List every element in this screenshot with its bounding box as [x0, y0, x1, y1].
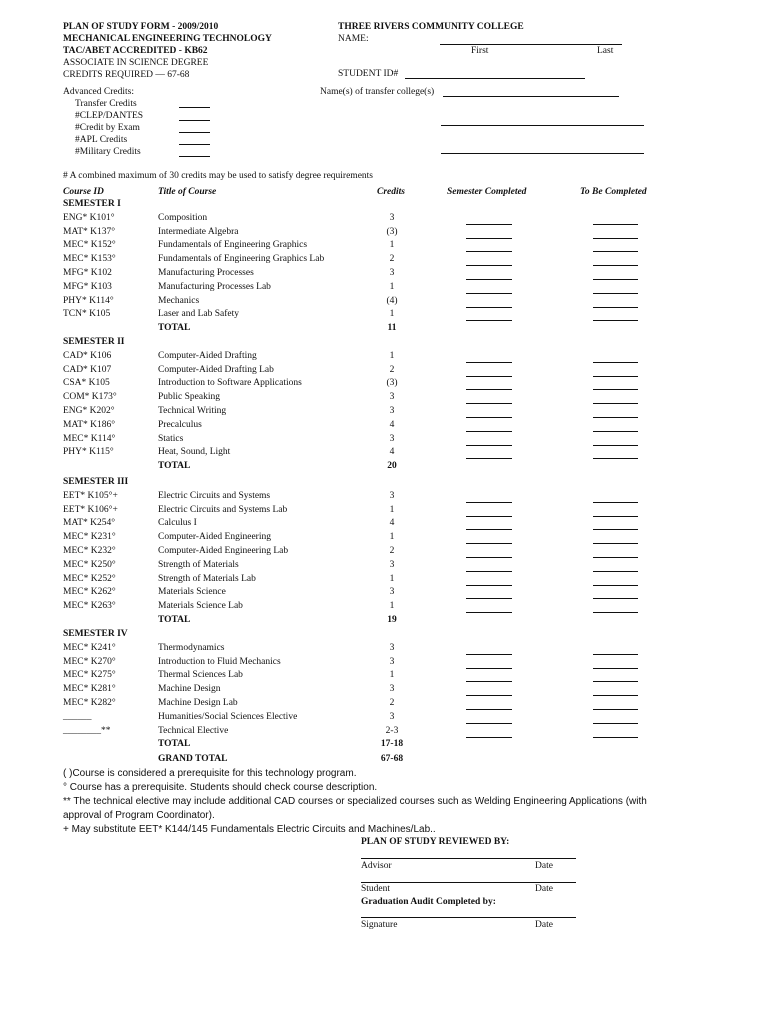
credit-by-exam-label: #Credit by Exam [75, 123, 140, 133]
to-be-completed-field[interactable] [593, 535, 638, 544]
course-credits: 1 [389, 281, 395, 292]
course-id: MEC* K241° [63, 642, 116, 653]
to-be-completed-field[interactable] [593, 521, 638, 530]
col-semester-completed: Semester Completed [447, 187, 527, 197]
advanced-credits-title: Advanced Credits: [63, 87, 134, 97]
semester-completed-field[interactable] [466, 312, 512, 321]
course-row [0, 254, 770, 267]
course-id: MEC* K262° [63, 587, 116, 598]
to-be-completed-field[interactable] [593, 395, 638, 404]
course-row [0, 227, 770, 240]
course-id: ______ [63, 711, 92, 722]
course-title: Electric Circuits and Systems [158, 490, 271, 501]
semester-completed-field[interactable] [466, 395, 512, 404]
course-row [0, 587, 770, 600]
to-be-completed-field[interactable] [593, 715, 638, 724]
course-title: Computer-Aided Drafting [158, 350, 257, 361]
course-row [0, 698, 770, 711]
to-be-completed-field[interactable] [593, 508, 638, 517]
name-label: NAME: [338, 34, 369, 44]
course-row [0, 240, 770, 253]
form-title: PLAN OF STUDY FORM - 2009/2010 [63, 22, 219, 32]
semester-completed-field[interactable] [466, 271, 512, 280]
course-id: PHY* K115° [63, 447, 114, 458]
semester-completed-field[interactable] [466, 660, 512, 669]
course-id: MAT* K254° [63, 518, 116, 529]
course-title: Materials Science Lab [158, 601, 243, 612]
course-credits: 3 [389, 406, 395, 416]
course-row [0, 392, 770, 405]
semester-completed-field[interactable] [466, 715, 512, 724]
course-id: MEC* K281° [63, 684, 116, 695]
course-credits: (4) [386, 295, 398, 306]
course-title: Strength of Materials Lab [158, 573, 256, 584]
semester-title: SEMESTER III [63, 477, 129, 487]
student-label: Student [361, 884, 391, 894]
course-credits: 3 [389, 711, 395, 722]
course-credits: 3 [389, 433, 395, 444]
name-field[interactable] [440, 36, 622, 45]
course-id: EET* K105°+ [63, 490, 118, 501]
advisor-signature-line[interactable] [361, 857, 576, 859]
course-id: MEC* K263° [63, 601, 116, 612]
student-id-label: STUDENT ID# [338, 69, 399, 79]
to-be-completed-field[interactable] [593, 257, 638, 266]
course-id: MEC* K270° [63, 656, 116, 667]
course-title: Thermal Sciences Lab [158, 670, 243, 681]
course-credits: (3) [386, 378, 398, 389]
to-be-completed-field[interactable] [593, 590, 638, 599]
course-credits: 1 [389, 573, 395, 584]
course-title: Electric Circuits and Systems Lab [158, 504, 288, 515]
college-name: THREE RIVERS COMMUNITY COLLEGE [338, 22, 524, 32]
course-row [0, 447, 770, 460]
course-row [0, 684, 770, 697]
course-id: CSA* K105 [63, 378, 110, 389]
course-id: CAD* K106 [63, 350, 112, 361]
to-be-completed-field[interactable] [593, 299, 638, 308]
course-credits: 3 [389, 392, 395, 403]
course-row [0, 560, 770, 573]
course-title: Thermodynamics [158, 642, 225, 653]
to-be-completed-field[interactable] [593, 368, 638, 377]
course-title: Machine Design [158, 684, 221, 695]
semester-completed-field[interactable] [466, 354, 512, 363]
semester-completed-field[interactable] [466, 381, 512, 390]
note-course-prerequisite: ° Course has a prerequisite. Students should check course description. [63, 782, 378, 793]
course-id: CAD* K107 [63, 364, 112, 375]
course-title: Introduction to Software Applications [158, 378, 302, 389]
to-be-completed-field[interactable] [593, 646, 638, 655]
to-be-completed-field[interactable] [593, 494, 638, 503]
course-title: Introduction to Fluid Mechanics [158, 656, 281, 667]
course-row [0, 434, 770, 447]
note-substitution: + May substitute EET* K144/145 Fundamentals Electric Circuits and Machines/Lab.. [63, 824, 436, 835]
audit-signature-line[interactable] [361, 916, 576, 918]
semester-total-label: TOTAL [158, 615, 191, 625]
course-row [0, 546, 770, 559]
to-be-completed-field[interactable] [593, 423, 638, 432]
course-row [0, 491, 770, 504]
apl-credits-field[interactable] [179, 136, 210, 145]
course-id: MEC* K250° [63, 559, 116, 570]
transfer-credits-field[interactable] [179, 99, 210, 108]
course-title: Intermediate Algebra [158, 226, 239, 237]
course-credits: 2-3 [385, 725, 399, 736]
note-technical-elective: ** The technical elective may include additional CAD courses or specialized courses such as Welding Engineering Applications (with [63, 796, 647, 807]
course-row [0, 505, 770, 518]
semester-completed-field[interactable] [466, 216, 512, 225]
credits-required: CREDITS REQUIRED — 67-68 [63, 70, 190, 80]
to-be-completed-field[interactable] [593, 660, 638, 669]
semester-title: SEMESTER IV [63, 629, 128, 639]
course-credits: 1 [389, 504, 395, 515]
course-row [0, 309, 770, 322]
semester-total-row [0, 739, 770, 752]
course-title: Machine Design Lab [158, 698, 238, 708]
course-title: Composition [158, 212, 208, 223]
semester-completed-field[interactable] [466, 701, 512, 710]
student-id-field[interactable] [405, 70, 585, 79]
course-id: MAT* K186° [63, 419, 116, 430]
transfer-credits-label: Transfer Credits [75, 99, 137, 109]
program-name: MECHANICAL ENGINEERING TECHNOLOGY [63, 34, 272, 44]
note-technical-elective-cont: approval of Program Coordinator). [63, 810, 215, 821]
signature-date-label: Date [535, 920, 553, 930]
signature-label: Signature [361, 920, 398, 930]
semester-completed-field[interactable] [466, 285, 512, 294]
semester-completed-field[interactable] [466, 590, 512, 599]
to-be-completed-field[interactable] [593, 271, 638, 280]
course-credits: 3 [389, 642, 395, 653]
course-id: PHY* K114° [63, 295, 114, 306]
semester-completed-field[interactable] [466, 243, 512, 252]
course-credits: 2 [389, 254, 395, 265]
to-be-completed-field[interactable] [593, 577, 638, 586]
student-signature-line[interactable] [361, 881, 576, 883]
course-credits: 2 [389, 698, 395, 708]
course-credits: 4 [389, 518, 395, 529]
course-credits: 3 [389, 656, 395, 667]
col-course-id: Course ID [63, 187, 104, 197]
transfer-college-label: Name(s) of transfer college(s) [320, 87, 435, 97]
course-row [0, 670, 770, 683]
semester-total-value: 20 [387, 461, 397, 472]
course-id: TCN* K105 [63, 309, 111, 320]
course-row [0, 657, 770, 670]
semester-completed-field[interactable] [466, 494, 512, 503]
course-title: Fundamentals of Engineering Graphics Lab [158, 254, 325, 265]
to-be-completed-field[interactable] [593, 604, 638, 613]
course-credits: 3 [389, 490, 395, 501]
course-row [0, 296, 770, 309]
course-credits: 3 [389, 587, 395, 598]
course-id: ENG* K202° [63, 406, 115, 416]
course-credits: 2 [389, 546, 395, 556]
to-be-completed-field[interactable] [593, 243, 638, 252]
course-row [0, 365, 770, 378]
course-id: COM* K173° [63, 392, 117, 403]
course-id: MAT* K137° [63, 226, 116, 237]
course-title: Technical Writing [158, 406, 227, 416]
semester-completed-field[interactable] [466, 563, 512, 572]
course-row [0, 378, 770, 391]
semester-completed-field[interactable] [466, 230, 512, 239]
course-title: Computer-Aided Drafting Lab [158, 364, 274, 375]
course-id: MFG* K102 [63, 268, 112, 278]
course-title: Public Speaking [158, 392, 221, 403]
to-be-completed-field[interactable] [593, 409, 638, 418]
semester-completed-field[interactable] [466, 508, 512, 517]
col-title: Title of Course [158, 187, 217, 197]
course-title: Computer-Aided Engineering [158, 532, 271, 543]
course-credits: 1 [389, 670, 395, 681]
course-row [0, 518, 770, 531]
semester-completed-field[interactable] [466, 687, 512, 696]
semester-completed-field[interactable] [466, 729, 512, 738]
clep-dantes-label: #CLEP/DANTES [75, 111, 144, 121]
course-credits: 3 [389, 268, 395, 278]
semester-total-row [0, 461, 770, 474]
advisor-label: Advisor [361, 861, 392, 871]
accreditation: TAC/ABET ACCREDITED - KB62 [63, 46, 208, 56]
semester-completed-field[interactable] [466, 577, 512, 586]
to-be-completed-field[interactable] [593, 687, 638, 696]
audit-title: Graduation Audit Completed by: [361, 897, 496, 907]
course-row [0, 726, 770, 739]
student-date-label: Date [535, 884, 553, 894]
course-title: Strength of Materials [158, 559, 239, 570]
semester-completed-field[interactable] [466, 521, 512, 530]
semester-total-value: 19 [387, 615, 397, 625]
semester-completed-field[interactable] [466, 409, 512, 418]
semester-completed-field[interactable] [466, 535, 512, 544]
course-credits: 1 [389, 601, 395, 612]
semester-completed-field[interactable] [466, 368, 512, 377]
course-credits: 4 [389, 447, 395, 458]
course-credits: 1 [389, 532, 395, 543]
semester-completed-field[interactable] [466, 423, 512, 432]
semester-total-label: TOTAL [158, 461, 191, 472]
semester-total-label: TOTAL [158, 323, 191, 334]
semester-title: SEMESTER I [63, 199, 121, 209]
course-credits: (3) [386, 226, 398, 237]
course-row [0, 213, 770, 226]
course-id: ________** [63, 725, 111, 736]
note-prerequisite-program: ( )Course is considered a prerequisite for this technology program. [63, 768, 357, 779]
course-row [0, 574, 770, 587]
apl-credits-label: #APL Credits [75, 135, 128, 145]
semester-completed-field[interactable] [466, 450, 512, 459]
semester-completed-field[interactable] [466, 646, 512, 655]
course-title: Technical Elective [158, 725, 229, 736]
course-row [0, 282, 770, 295]
to-be-completed-field[interactable] [593, 354, 638, 363]
course-title: Calculus I [158, 518, 197, 529]
transfer-college-field-2[interactable] [441, 117, 644, 126]
course-id: MEC* K114° [63, 433, 116, 444]
course-id: MEC* K232° [63, 546, 116, 556]
course-id: MEC* K153° [63, 254, 116, 265]
to-be-completed-field[interactable] [593, 437, 638, 446]
course-title: Precalculus [158, 419, 202, 430]
course-credits: 1 [389, 240, 395, 251]
semester-title: SEMESTER II [63, 337, 125, 347]
semester-total-row [0, 323, 770, 336]
course-title: Statics [158, 433, 184, 444]
course-title: Manufacturing Processes [158, 268, 254, 278]
course-title: Mechanics [158, 295, 200, 306]
course-credits: 3 [389, 212, 395, 223]
course-title: Computer-Aided Engineering Lab [158, 546, 289, 556]
clep-dantes-field[interactable] [179, 112, 210, 121]
degree-type: ASSOCIATE IN SCIENCE DEGREE [63, 58, 209, 68]
semester-completed-field[interactable] [466, 549, 512, 558]
to-be-completed-field[interactable] [593, 230, 638, 239]
semester-completed-field[interactable] [466, 437, 512, 446]
grand-total-label: GRAND TOTAL [158, 754, 228, 764]
course-id: MEC* K152° [63, 240, 116, 251]
credit-by-exam-field[interactable] [179, 124, 210, 133]
course-credits: 3 [389, 559, 395, 570]
semester-completed-field[interactable] [466, 257, 512, 266]
to-be-completed-field[interactable] [593, 563, 638, 572]
course-row [0, 268, 770, 281]
semester-total-value: 17-18 [380, 739, 404, 750]
course-id: MFG* K103 [63, 281, 112, 292]
combined-credit-note: # A combined maximum of 30 credits may be used to satisfy degree requirements [63, 171, 373, 181]
course-title: Fundamentals of Engineering Graphics [158, 240, 308, 251]
course-id: ENG* K101° [63, 212, 115, 223]
course-credits: 1 [389, 309, 395, 320]
review-title: PLAN OF STUDY REVIEWED BY: [361, 837, 510, 847]
course-credits: 2 [389, 364, 395, 375]
last-name-label: Last [597, 46, 614, 56]
course-credits: 4 [389, 419, 395, 430]
col-to-be-completed: To Be Completed [580, 187, 647, 197]
course-title: Laser and Lab Safety [158, 309, 239, 320]
semester-total-value: 11 [387, 323, 397, 334]
course-credits: 1 [389, 350, 395, 361]
transfer-college-field-1[interactable] [443, 88, 619, 97]
to-be-completed-field[interactable] [593, 673, 638, 682]
semester-completed-field[interactable] [466, 604, 512, 613]
course-id: MEC* K282° [63, 698, 116, 708]
course-row [0, 601, 770, 614]
to-be-completed-field[interactable] [593, 381, 638, 390]
grand-total-value: 67-68 [380, 754, 404, 764]
semester-total-label: TOTAL [158, 739, 191, 750]
first-name-label: First [471, 46, 489, 56]
to-be-completed-field[interactable] [593, 312, 638, 321]
course-id: EET* K106°+ [63, 504, 118, 515]
course-row [0, 351, 770, 364]
to-be-completed-field[interactable] [593, 701, 638, 710]
military-credits-label: #Military Credits [75, 147, 141, 157]
advisor-date-label: Date [535, 861, 553, 871]
course-title: Manufacturing Processes Lab [158, 281, 271, 292]
course-id: MEC* K252° [63, 573, 116, 584]
course-row [0, 420, 770, 433]
semester-total-row [0, 615, 770, 628]
course-credits: 3 [389, 684, 395, 695]
course-title: Materials Science [158, 587, 226, 598]
course-title: Heat, Sound, Light [158, 447, 231, 458]
to-be-completed-field[interactable] [593, 549, 638, 558]
to-be-completed-field[interactable] [593, 729, 638, 738]
col-credits: Credits [377, 187, 405, 197]
to-be-completed-field[interactable] [593, 216, 638, 225]
course-row [0, 643, 770, 656]
semester-completed-field[interactable] [466, 673, 512, 682]
transfer-college-field-3[interactable] [441, 145, 644, 154]
course-row [0, 532, 770, 545]
course-row [0, 712, 770, 725]
course-id: MEC* K275° [63, 670, 116, 681]
semester-completed-field[interactable] [466, 299, 512, 308]
course-row [0, 406, 770, 419]
course-id: MEC* K231° [63, 532, 116, 543]
to-be-completed-field[interactable] [593, 285, 638, 294]
to-be-completed-field[interactable] [593, 450, 638, 459]
course-title: Humanities/Social Sciences Elective [158, 711, 298, 722]
military-credits-field[interactable] [179, 148, 210, 157]
